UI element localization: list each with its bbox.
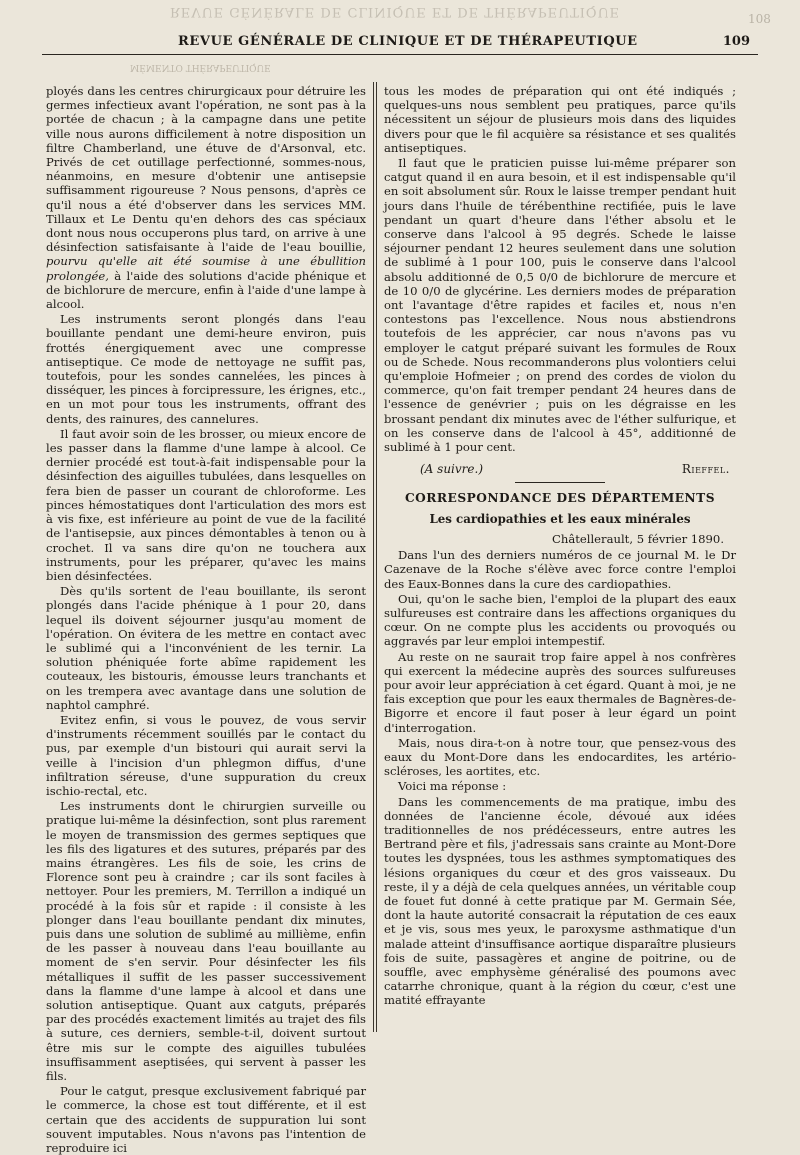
left-column <box>46 84 366 1155</box>
paragraph: Les instruments seront plongés dans l'eau bouillante pendant une demi-heure environ, puis frottés énergiquement avec une compresse antiseptique. Ce mode de nettoyage ne suffit pas, toutefois, pour les sondes cannelées, les pinces à disséquer, les pinces à forcipressure, les érignes, etc., en un mot pour tous les instruments, offrant des dents, des rainures, des cannelures. <box>46 312 366 426</box>
running-header <box>42 32 758 55</box>
paragraph: Oui, qu'on le sache bien, l'emploi de la plupart des eaux sulfureuses est contraire dans les affections organiques du cœur. On ne compte plus les accidents ou provoqués ou aggravés par leur emploi intempestif. <box>384 591 736 649</box>
page-number: 109 <box>722 34 750 49</box>
paragraph: tous les modes de préparation qui ont été indiqués ; quelques-uns nous semblent peu pratiques, parce qu'ils nécessitent un séjour de plusieurs mois dans des liquides divers pour que le fil acquière sa résistance et ses qualités antiseptiques. <box>384 84 736 155</box>
journal-title: REVUE GÉNÉRALE DE CLINIQUE ET DE THÉRAPEUTIQUE <box>178 34 638 49</box>
paragraph: Au reste on ne saurait trop faire appel à nos confrères qui exercent la médecine auprès des sources sulfureuses pour avoir leur appréciation à cet égard. Quant à moi, je ne fais exception que pour les eaux thermales de Bagnères-de-Bigorre et encore il faut poser à leur égard un point d'interrogation. <box>384 649 736 735</box>
paragraph: Voici ma réponse : <box>398 779 507 794</box>
paragraph: Mais, nous dira-t-on à notre tour, que pensez-vous des eaux du Mont-Dore dans les endocardites, les artério-scléroses, les aortites, etc. <box>384 735 736 779</box>
paragraph: Les instruments dont le chirurgien surveille ou pratique lui-même la désinfection, sont plus rarement le moyen de transmission des germes septiques que les fils des ligatures et des sutures, préparés par des mains étrangères. Les fils de soie, les crins de Florence sont peu à craindre ; car ils sont faciles à nettoyer. Pour les premiers, M. Terrillon a indiqué un procédé à la fois sûr et rapide : il consiste à les plonger dans l'eau bouillante pendant dix minutes, puis dans une solution de sublimé au millième, enfin de les passer à nouveau dans l'eau bouillante au moment de s'en servir. Pour désinfecter les fils métalliques il suffit de les passer successivement dans la flamme d'une lampe à alcool et dans une solution antiseptique. Quant aux catguts, préparés par des procédés exactement limités au trajet des fils à suture, ces derniers, semble-t-il, doivent surtout être mis sur le compte des aiguilles tubulées insuffisamment aseptisées, qui servent à passer les fils. <box>46 799 366 1084</box>
section-divider <box>515 482 605 483</box>
dateline: Châtellerault, 5 février 1890. <box>552 531 724 546</box>
section-title: CORRESPONDANCE DES DÉPARTEMENTS <box>404 491 716 506</box>
paragraph: Il faut avoir soin de les brosser, ou mieux encore de les passer dans la flamme d'une lampe à alcool. Ce dernier procédé est tout-à-fait indispensable pour la désinfection des aiguilles tubulées, dans lesquelles on fera bien de passer un courant de chloroforme. Les pinces hémostatiques dont l'articulation des mors est à vis fixe, est inférieure au point de vue de la facilité de l'antisepsie, aux pinces démontables à tenon ou à crochet. Il va sans dire qu'on ne touchera aux instruments, pour les préparer, qu'avec les mains bien désinfectées. <box>46 426 366 583</box>
paragraph: Dans l'un des derniers numéros de ce journal M. le Dr Cazenave de la Roche s'élève avec force contre l'emploi des Eaux-Bonnes dans la cure des cardiopathies. <box>384 548 736 591</box>
author-name: Rieffel. <box>681 462 730 477</box>
continued-note: (A suivre.) <box>420 462 483 477</box>
right-column <box>384 84 736 1024</box>
column-rule <box>373 82 374 1032</box>
paragraph: Pour le catgut, presque exclusivement fabriqué par le commerce, la chose est tout différente, et il est certain que des accidents de suppuration lui sont souvent imputables. Nous n'avons pas l'intention de reproduire ici <box>46 1084 366 1155</box>
paragraph: ployés dans les centres chirurgicaux pour détruire les germes infectieux avant l'opération, ne sont pas à la portée de chacun ; à la campagne dans une petite ville nous aurons difficilement à notre disposition un filtre Chamberland, une étuve de d'Arsonval, etc. Privés de cet outillage perfectionné, sommes-nous, néanmoins, en mesure d'obtenir une antisepsie suffisamment rigoureuse ? Nous pensons, d'après ce qu'il nous a été d'observer dans les services MM. Tillaux et Le Dentu qu'en dehors des cas spéciaux dont nous nous occuperons plus tard, on arrive à une désinfection satisfaisante à l'aide de l'eau bouillie, pourvu qu'elle ait été soumise à une ébullition prolongée, à l'aide des solutions d'acide phénique et de bichlorure de mercure, enfin à l'aide d'une lampe à alcool. <box>46 84 366 312</box>
bleed-through-page-number: 108 <box>748 12 771 26</box>
article-signature <box>420 462 730 476</box>
bleed-through-subheader: MÉMENTO THÉRAPEUTIQUE <box>130 62 271 72</box>
section-subtitle: Les cardiopathies et les eaux minérales <box>429 511 691 526</box>
paragraph: Il faut que le praticien puisse lui-même préparer son catgut quand il en aura besoin, et il est indispensable qu'il en soit absolument sûr. Roux le laisse tremper pendant huit jours dans l'huile de térébenthine rectifiée, puis le lave pendant un quart d'heure dans l'éther absolu et le conserve dans l'alcool à 95 degrés. Schede le laisse séjourner pendant 12 heures seulement dans une solution de sublimé à 1 pour 100, puis le conserve dans l'alcool absolu additionné de 0,5 0/0 de bichlorure de mercure et de 10 0/0 de glycérine. Les derniers modes de préparation ont l'avantage d'être rapides et faciles et, nous n'en contestons pas l'excellence. Nous nous abstiendrons toutefois de les apprécier, car nous n'avons pas vu employer le catgut préparé suivant les formules de Roux ou de Schede. Nous recommanderons plus volontiers celui qu'emploie Hofmeier ; on prend des cordes de violon du commerce, qu'on fait tremper pendant 24 heures dans de l'essence de genévrier ; puis on les dégraisse en les brossant pendant dix minutes avec de l'éther sulfurique, et on les conserve dans de l'alcool à 45°, additionné de sublimé à 1 pour cent. <box>384 156 736 455</box>
paragraph: Dès qu'ils sortent de l'eau bouillante, ils seront plongés dans l'acide phénique à 1 pour 20, dans lequel ils doivent séjourner jusqu'au moment de l'opération. On évitera de les mettre en contact avec le sublimé qui a l'inconvénient de les ternir. La solution phéniquée forte abîme rapidement les couteaux, les bistouris, émousse leurs tranchants et on les trempera avec avantage dans une solution de naphtol camphré. <box>46 584 366 712</box>
column-rule-double <box>376 82 377 1032</box>
paragraph: Evitez enfin, si vous le pouvez, de vous servir d'instruments récemment souillés par le contact du pus, par exemple d'un bistouri qui aurait servi la veille à l'incision d'un phlegmon diffus, d'une infiltration séreuse, d'une suppuration du creux ischio-rectal, etc. <box>46 712 366 798</box>
paragraph: Dans les commencements de ma pratique, imbu des données de l'ancienne école, dévoué aux idées traditionnelles de nos prédécesseurs, entre autres les Bertrand père et fils, j'adressais sans crainte au Mont-Dore toutes les dyspnées, tous les asthmes symptomatiques des lésions organiques du cœur et des gros vaisseaux. Du reste, il y a déjà de cela quelques années, un véritable coup de fouet fut donné à cette pratique par M. Germain Sée, dont la haute autorité consacrait la réputation de ces eaux et je vis, sous mes yeux, le paroxysme asthmatique d'un malade atteint d'insuffisance aortique disparaître plusieurs fois de suite, passagères et angine de poitrine, ou de souffle, avec emphysème généralisé des poumons avec catarrhe chronique, quant à la région du cœur, c'est une matité effrayante <box>384 794 736 1008</box>
bleed-through-header: REVUE GÉNÉRALE DE CLINIQUE ET DE THÉRAPEUTIQUE <box>170 4 621 19</box>
